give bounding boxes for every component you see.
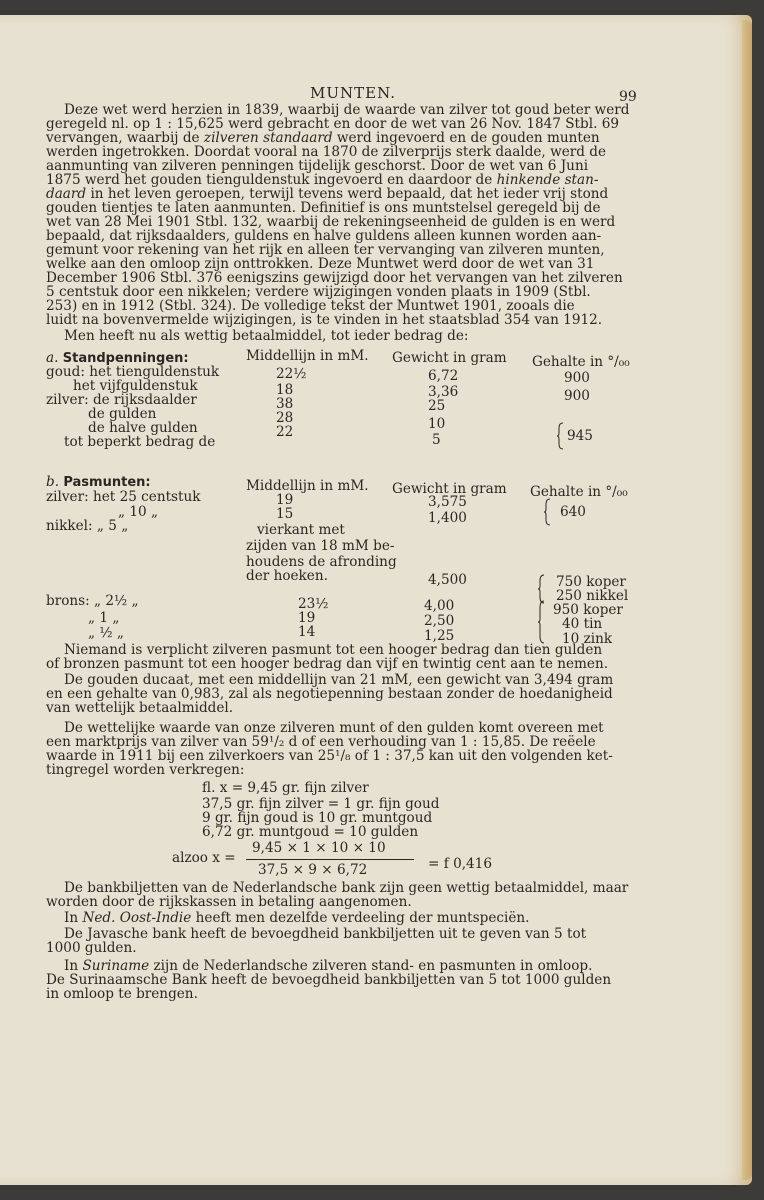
section-a-heading: a. Standpenningen:	[46, 350, 189, 366]
weight-cell: 3,36	[428, 384, 459, 400]
diameter-cell: zijden van 18 mM be-	[246, 538, 395, 554]
diameter-cell: 18	[276, 382, 294, 398]
chain-rule-line: 9 gr. fijn goud is 10 gr. muntgoud	[202, 810, 433, 826]
composition-cell: 40 tin	[562, 616, 603, 632]
fineness-cell: 900	[564, 370, 590, 386]
weight-cell: 2,50	[424, 613, 455, 629]
section-b-heading: b. Pasmunten:	[46, 474, 151, 490]
text-line: in omloop te brengen.	[46, 986, 198, 1002]
weight-cell: 4,500	[428, 572, 467, 588]
table-row-label: brons: „ 2½ „	[46, 593, 139, 609]
weight-cell: 6,72	[428, 368, 459, 384]
suriname-paragraph: In Suriname zijn de Nederlandsche zilveren stand- en pasmunten in omloop.	[64, 958, 593, 974]
weight-cell: 3,575	[428, 494, 467, 510]
table-row-label: „ 10 „	[118, 504, 159, 520]
text-line: Men heeft nu als wettig betaalmiddel, tot ieder bedrag de:	[64, 328, 469, 344]
weight-cell: 1,25	[424, 628, 455, 644]
diameter-cell: 19	[298, 610, 316, 626]
fineness-cell: 945	[567, 428, 593, 444]
diameter-cell: 28	[276, 410, 294, 426]
text-line: bepaald, dat rijksdaalders, guldens en halve guldens alleen kunnen worden aan-	[46, 228, 602, 244]
table-row-label: de halve gulden	[88, 420, 198, 436]
col-header-diameter: Middellijn in mM.	[246, 478, 369, 494]
text-line: waarde in 1911 bij een zilverkoers van 25¹/₈ of 1 : 37,5 kan uit den volgenden ket-	[46, 748, 613, 764]
text-line: gouden tientjes te laten aanmunten. Definitief is ons muntstelsel geregeld bij de	[46, 200, 601, 216]
diameter-cell: der hoeken.	[246, 568, 328, 584]
text-line: De bankbiljetten van de Nederlandsche bank zijn geen wettig betaalmiddel, maar	[64, 880, 629, 896]
text-line: vervangen, waarbij de zilveren standaard werd ingevoerd en de gouden munten	[46, 130, 600, 146]
formula-numerator: 9,45 × 1 × 10 × 10	[252, 840, 386, 856]
chain-rule-line: 6,72 gr. muntgoud = 10 gulden	[202, 824, 419, 840]
text-line: Deze wet werd herzien in 1839, waarbij de waarde van zilver tot goud beter werd	[64, 102, 630, 118]
table-row-label: nikkel: „ 5 „	[46, 518, 129, 534]
col-header-fineness: Gehalte in °/₀₀	[530, 484, 628, 500]
text-line: gemunt voor rekening van het rijk en alleen ter vervanging van zilveren munten,	[46, 242, 605, 258]
diameter-cell: vierkant met	[257, 522, 345, 538]
text-line: aanmunting van zilveren penningen tijdelijk geschorst. Door de wet van 6 Juni	[46, 158, 589, 174]
text-line: De Javasche bank heeft de bevoegdheid bankbiljetten uit te geven van 5 tot	[64, 926, 587, 942]
composition-cell: 950 koper	[553, 602, 623, 618]
text-line: December 1906 Stbl. 376 eenigszins gewijzigd door het vervangen van het zilveren	[46, 270, 623, 286]
table-row-label: zilver: de rijksdaalder	[46, 392, 197, 408]
text-line: geregeld nl. op 1 : 15,625 werd gebracht en door de wet van 26 Nov. 1847 Stbl. 69	[46, 116, 620, 132]
text-line: worden door de rijkskassen in betaling aangenomen.	[46, 894, 412, 910]
diameter-cell: 38	[276, 396, 294, 412]
composition-cell: 250 nikkel	[556, 588, 629, 604]
table-row-label: „ 1 „	[88, 610, 120, 626]
text-line: van wettelijk betaalmiddel.	[46, 700, 234, 716]
brace-icon	[544, 498, 552, 526]
text-line: 253) en in 1912 (Stbl. 324). De volledige tekst der Muntwet 1901, zooals die	[46, 298, 575, 314]
text-line: welke aan den omloop zijn onttrokken. Deze Muntwet werd door de wet van 31	[46, 256, 595, 272]
weight-cell: 25	[428, 398, 446, 414]
fineness-cell: 900	[564, 388, 590, 404]
brace-icon	[557, 422, 565, 450]
composition-cell: 10 zink	[562, 631, 613, 647]
text-line: 1000 gulden.	[46, 940, 137, 956]
table-row-label: de gulden	[88, 406, 157, 422]
text-line: 1875 werd het gouden tienguldenstuk ingevoerd en daardoor de hinkende stan-	[46, 172, 599, 188]
diameter-cell: 19	[276, 492, 294, 508]
running-title: MUNTEN.	[310, 84, 397, 102]
weight-cell: 5	[432, 432, 441, 448]
diameter-cell: houdens de afronding	[246, 554, 397, 570]
chain-rule-line: 37,5 gr. fijn zilver = 1 gr. fijn goud	[202, 796, 440, 812]
table-row-label: goud: het tienguldenstuk	[46, 364, 220, 380]
formula-rhs: = f 0,416	[428, 856, 492, 872]
east-indies-paragraph: In Ned. Oost-Indie heeft men dezelfde verdeeling der muntspeciën.	[64, 910, 530, 926]
weight-cell: 10	[428, 416, 446, 432]
text-line: wet van 28 Mei 1901 Stbl. 132, waarbij de rekeningseenheid de gulden is en werd	[46, 214, 616, 230]
text-line: Niemand is verplicht zilveren pasmunt tot een hooger bedrag dan tien gulden	[64, 642, 603, 658]
fineness-cell: 640	[560, 504, 586, 520]
diameter-cell: 23½	[298, 596, 329, 612]
col-header-diameter: Middellijn in mM.	[246, 348, 369, 364]
text-line: luidt na bovenvermelde wijzigingen, is te vinden in het staatsblad 354 van 1912.	[46, 312, 603, 328]
formula-lhs: alzoo x =	[172, 850, 236, 866]
brace-icon	[538, 600, 546, 644]
col-header-weight: Gewicht in gram	[392, 481, 507, 497]
weight-cell: 1,400	[428, 510, 467, 526]
table-row-label: „ ½ „	[88, 625, 124, 641]
text-line: en een gehalte van 0,983, zal als negotiepenning bestaan zonder de hoedanigheid	[46, 686, 613, 702]
text-line: werden ingetrokken. Doordat vooral na 1870 de zilverprijs sterk daalde, werd de	[46, 144, 607, 160]
page-number: 99	[619, 89, 637, 105]
diameter-cell: 22	[276, 424, 294, 440]
col-header-fineness: Gehalte in °/₀₀	[532, 354, 630, 370]
text-line: of bronzen pasmunt tot een hooger bedrag dan vijf en twintig cent aan te nemen.	[46, 656, 609, 672]
text-line: tingregel worden verkregen:	[46, 762, 245, 778]
chain-rule-line: fl. x = 9,45 gr. fijn zilver	[202, 780, 369, 796]
text-line: daard in het leven geroepen, terwijl tevens werd bepaald, dat het ieder vrij stond	[46, 186, 609, 202]
diameter-cell: 14	[298, 624, 316, 640]
text-line: De gouden ducaat, met een middellijn van 21 mM, een gewicht van 3,494 gram	[64, 672, 614, 688]
table-row-label: het vijfguldenstuk	[73, 378, 198, 394]
text-line: De wettelijke waarde van onze zilveren munt of den gulden komt overeen met	[64, 720, 604, 736]
table-row-label: zilver: het 25 centstuk	[46, 489, 201, 505]
fraction-bar	[246, 859, 414, 860]
text-line: een marktprijs van zilver van 59¹/₂ d of een verhouding van 1 : 15,85. De reëele	[46, 734, 596, 750]
page-edge	[742, 20, 752, 1180]
text-line: De Surinaamsche Bank heeft de bevoegdheid bankbiljetten van 5 tot 1000 gulden	[46, 972, 612, 988]
text-line: 5 centstuk door een nikkelen; verdere wijzigingen vonden plaats in 1909 (Stbl.	[46, 284, 591, 300]
diameter-cell: 15	[276, 506, 294, 522]
weight-cell: 4,00	[424, 598, 455, 614]
formula-denominator: 37,5 × 9 × 6,72	[258, 862, 368, 878]
diameter-cell: 22½	[276, 366, 307, 382]
table-row-label: tot beperkt bedrag de	[64, 434, 216, 450]
composition-cell: 750 koper	[556, 574, 626, 590]
col-header-weight: Gewicht in gram	[392, 350, 507, 366]
